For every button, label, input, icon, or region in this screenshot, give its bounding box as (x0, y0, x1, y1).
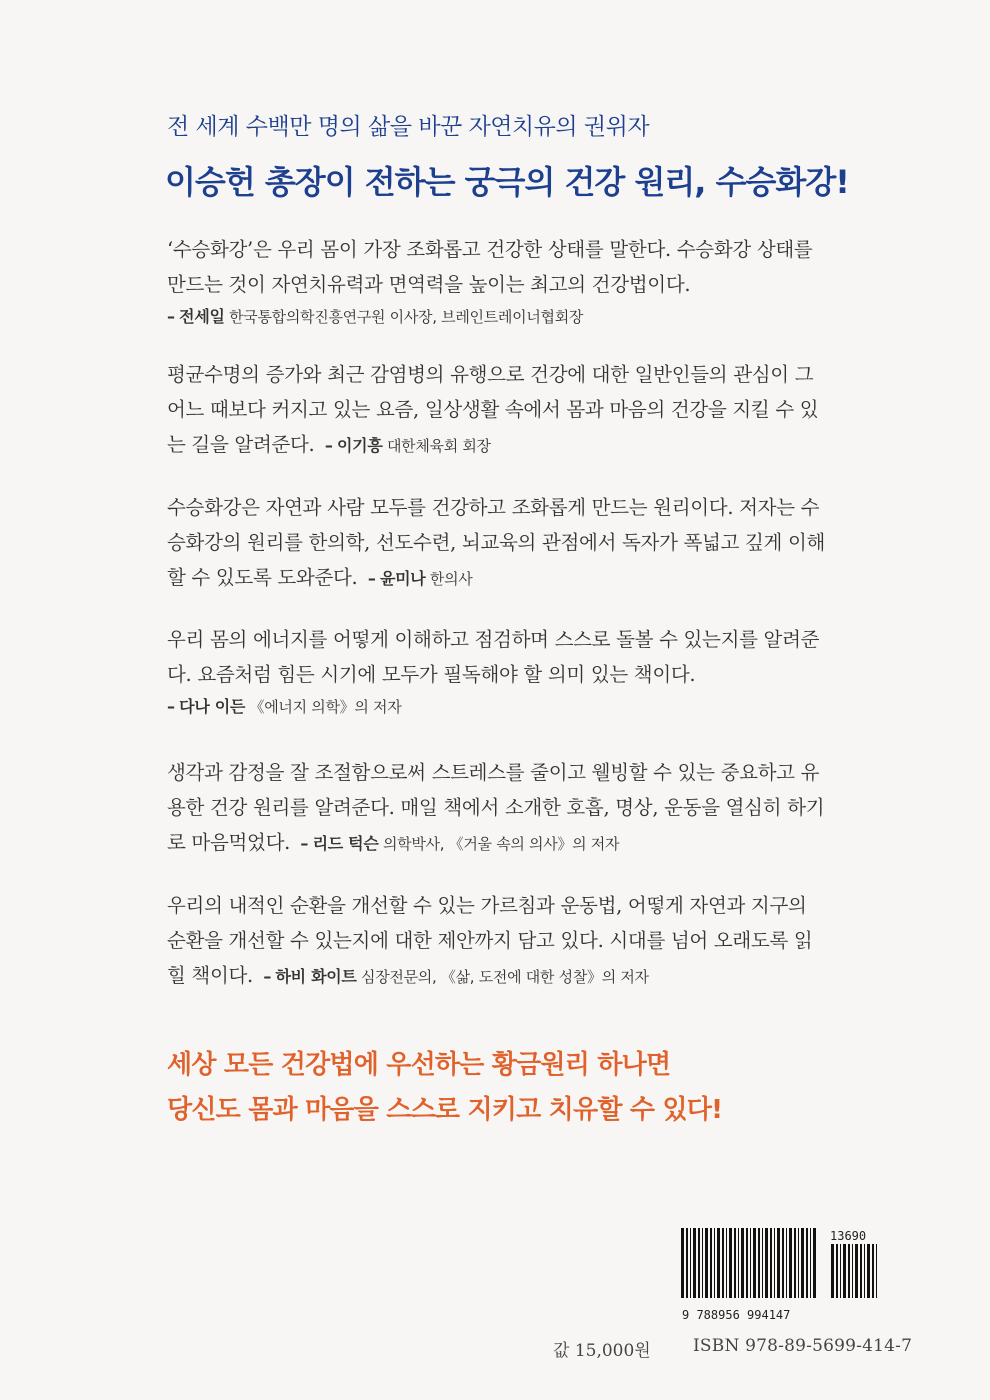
barcode-main-icon (680, 1228, 818, 1298)
reviewer-role: 의학박사, 《거울 속의 의사》의 저자 (382, 835, 620, 853)
credit-dash: – (167, 307, 175, 326)
reviewer-role: 심장전문의, 《삶, 도전에 대한 성찰》의 저자 (361, 968, 649, 986)
promo-line-2: 당신도 몸과 마음을 스스로 지키고 치유할 수 있다! (167, 1095, 723, 1125)
barcode-addon-icon (830, 1244, 880, 1298)
review-6 (167, 888, 835, 995)
review-line-text: 할 수 있도록 도와준다. (167, 566, 358, 589)
review-line-text: 는 길을 알려준다. (167, 433, 315, 456)
review-line-last (167, 825, 835, 862)
credit-dash: – (367, 569, 376, 588)
review-line: 생각과 감정을 잘 조절함으로써 스트레스를 줄이고 웰빙할 수 있는 중요하고 유 (167, 761, 820, 784)
review-line: 우리 몸의 에너지를 어떻게 이해하고 점검하며 스스로 돌볼 수 있는지를 알려준 (167, 628, 820, 651)
reviewer-name: 하비 화이트 (275, 967, 357, 986)
credit-dash: – (167, 697, 175, 716)
review-line: 다. 요즘처럼 힘든 시기에 모두가 필독해야 할 의미 있는 책이다. (167, 663, 696, 686)
review-line: 평균수명의 증가와 최근 감염병의 유행으로 건강에 대한 일반인들의 관심이 그 (167, 363, 814, 386)
reviewer-name: 다나 이든 (179, 697, 246, 716)
review-line: ‘수승화강’은 우리 몸이 가장 조화롭고 건강한 상태를 말한다. 수승화강 상태를 (167, 238, 813, 261)
review-2 (167, 357, 835, 464)
credit-dash: – (263, 967, 272, 986)
review-3 (167, 490, 835, 597)
review-line: 승화강의 원리를 한의학, 선도수련, 뇌교육의 관점에서 독자가 폭넓고 깊게 이해 (167, 531, 826, 554)
review-attribution (363, 570, 472, 588)
credit-dash: – (324, 436, 333, 455)
promo-line-1: 세상 모든 건강법에 우선하는 황금원리 하나면 (167, 1050, 671, 1080)
review-line: 수승화강은 자연과 사람 모두를 건강하고 조화롭게 만드는 원리이다. 저자는 수 (167, 496, 820, 519)
barcode-addon-digits: 13690 (830, 1229, 867, 1243)
review-line-last (167, 560, 835, 597)
review-line: 순환을 개선할 수 있는지에 대한 제안까지 담고 있다. 시대를 넘어 오래도록 읽 (167, 929, 813, 952)
review-attribution (167, 692, 835, 722)
review-attribution (296, 835, 619, 853)
headline: 이승헌 총장이 전하는 궁극의 건강 원리, 수승화강! (165, 163, 849, 201)
barcode-digits: 9 788956 994147 (682, 1308, 791, 1322)
promo-copy (167, 1043, 722, 1133)
reviewer-name: 윤미나 (379, 569, 426, 588)
reviewer-role: 《에너지 의학》의 저자 (249, 698, 402, 716)
review-attribution (320, 437, 490, 455)
review-line: 어느 때보다 커지고 있는 요즘, 일상생활 속에서 몸과 마음의 건강을 지킬 수 있 (167, 398, 819, 421)
review-4 (167, 622, 835, 722)
reviewer-role: 한국통합의학진흥연구원 이사장, 브레인트레이너협회장 (229, 308, 584, 326)
review-line: 만드는 것이 자연치유력과 면역력을 높이는 최고의 건강법이다. (167, 273, 691, 296)
review-5 (167, 755, 835, 862)
isbn: ISBN 978-89-5699-414-7 (693, 1336, 913, 1356)
reviewer-name: 리드 턱슨 (312, 834, 379, 853)
reviewer-name: 이기흥 (337, 436, 383, 455)
credit-dash: – (300, 834, 309, 853)
price: 값 15,000원 (553, 1341, 651, 1361)
reviewer-role: 대한체육회 회장 (386, 437, 491, 455)
review-attribution (259, 968, 649, 986)
review-attribution (167, 302, 835, 332)
reviewer-role: 한의사 (429, 570, 473, 588)
review-line-last (167, 958, 835, 995)
review-line: 우리의 내적인 순환을 개선할 수 있는 가르침과 운동법, 어떻게 자연과 지구의 (167, 894, 807, 917)
review-line-last (167, 427, 835, 464)
review-1 (167, 232, 835, 332)
review-line-text: 로 마음먹었다. (167, 831, 291, 854)
tagline: 전 세계 수백만 명의 삶을 바꾼 자연치유의 권위자 (167, 114, 650, 140)
review-line: 용한 건강 원리를 알려준다. 매일 책에서 소개한 호흡, 명상, 운동을 열심히 하기 (167, 796, 825, 819)
review-line-text: 힐 책이다. (167, 964, 253, 987)
reviewer-name: 전세일 (179, 307, 225, 326)
